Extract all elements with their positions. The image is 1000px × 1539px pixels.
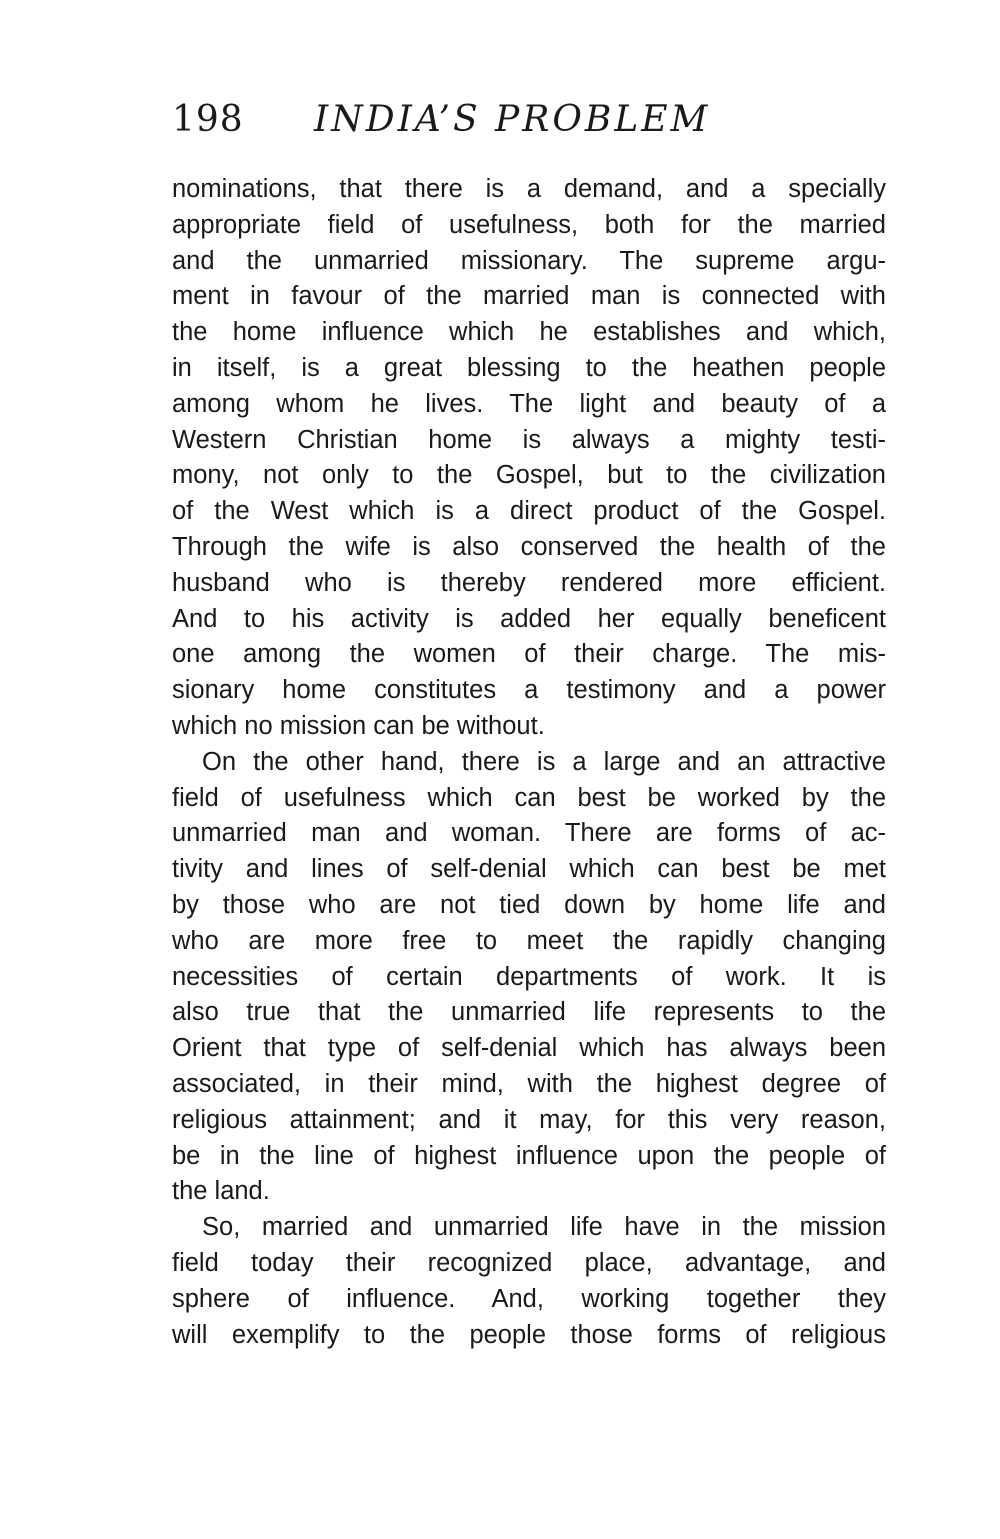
text-line: unmarried man and woman. There are forms of ac- bbox=[172, 819, 886, 848]
text-line: by those who are not tied down by home life and bbox=[172, 890, 886, 919]
body-text bbox=[172, 172, 886, 1353]
text-line: in itself, is a great blessing to the heathen people bbox=[172, 353, 886, 382]
running-title: INDIA’S PROBLEM bbox=[314, 99, 711, 140]
text-line: nominations, that there is a demand, and a specially bbox=[172, 175, 886, 203]
running-head bbox=[172, 98, 892, 142]
text-line: mony, not only to the Gospel, but to the civilization bbox=[172, 461, 886, 490]
text-line: field today their recognized place, advantage, and bbox=[172, 1248, 886, 1277]
paragraph-2 bbox=[172, 745, 886, 1210]
paragraph-1 bbox=[172, 172, 886, 745]
text-line: the land. bbox=[172, 1177, 270, 1206]
text-line: associated, in their mind, with the highest degree of bbox=[172, 1069, 886, 1098]
text-line: field of usefulness which can best be worked by the bbox=[172, 783, 886, 812]
text-line: of the West which is a direct product of the Gospel. bbox=[172, 497, 886, 526]
text-line: will exemplify to the people those forms of religious bbox=[172, 1320, 886, 1349]
text-line: husband who is thereby rendered more efficient. bbox=[172, 568, 886, 597]
text-line: Western Christian home is always a mighty testi- bbox=[172, 425, 886, 454]
text-line: sionary home constitutes a testimony and a power bbox=[172, 676, 886, 705]
text-line: one among the women of their charge. The mis- bbox=[172, 640, 886, 669]
text-line: And to his activity is added her equally beneficent bbox=[172, 604, 886, 633]
text-line: necessities of certain departments of work. It is bbox=[172, 962, 886, 991]
text-line: the home influence which he establishes and which, bbox=[172, 318, 886, 347]
text-line: ment in favour of the married man is connected with bbox=[172, 282, 886, 311]
paragraph-3 bbox=[172, 1210, 886, 1353]
text-line: appropriate field of usefulness, both for the married bbox=[172, 210, 886, 239]
text-line: Orient that type of self-denial which has always been bbox=[172, 1034, 886, 1063]
text-line: Through the wife is also conserved the health of the bbox=[172, 532, 886, 561]
text-line: and the unmarried missionary. The supreme argu- bbox=[172, 246, 886, 275]
text-line: sphere of influence. And, working together they bbox=[172, 1284, 886, 1313]
text-line: tivity and lines of self-denial which can best be met bbox=[172, 855, 886, 884]
text-line: On the other hand, there is a large and an attractive bbox=[202, 747, 886, 776]
text-line: which no mission can be without. bbox=[172, 711, 545, 740]
text-line: be in the line of highest influence upon the people of bbox=[172, 1141, 886, 1170]
text-line: So, married and unmarried life have in the mission bbox=[202, 1213, 886, 1242]
text-line: who are more free to meet the rapidly changing bbox=[172, 926, 886, 955]
text-line: religious attainment; and it may, for this very reason, bbox=[172, 1105, 886, 1134]
text-line: also true that the unmarried life represents to the bbox=[172, 998, 886, 1027]
page-number: 198 bbox=[172, 99, 244, 140]
text-line: among whom he lives. The light and beauty of a bbox=[172, 389, 886, 418]
